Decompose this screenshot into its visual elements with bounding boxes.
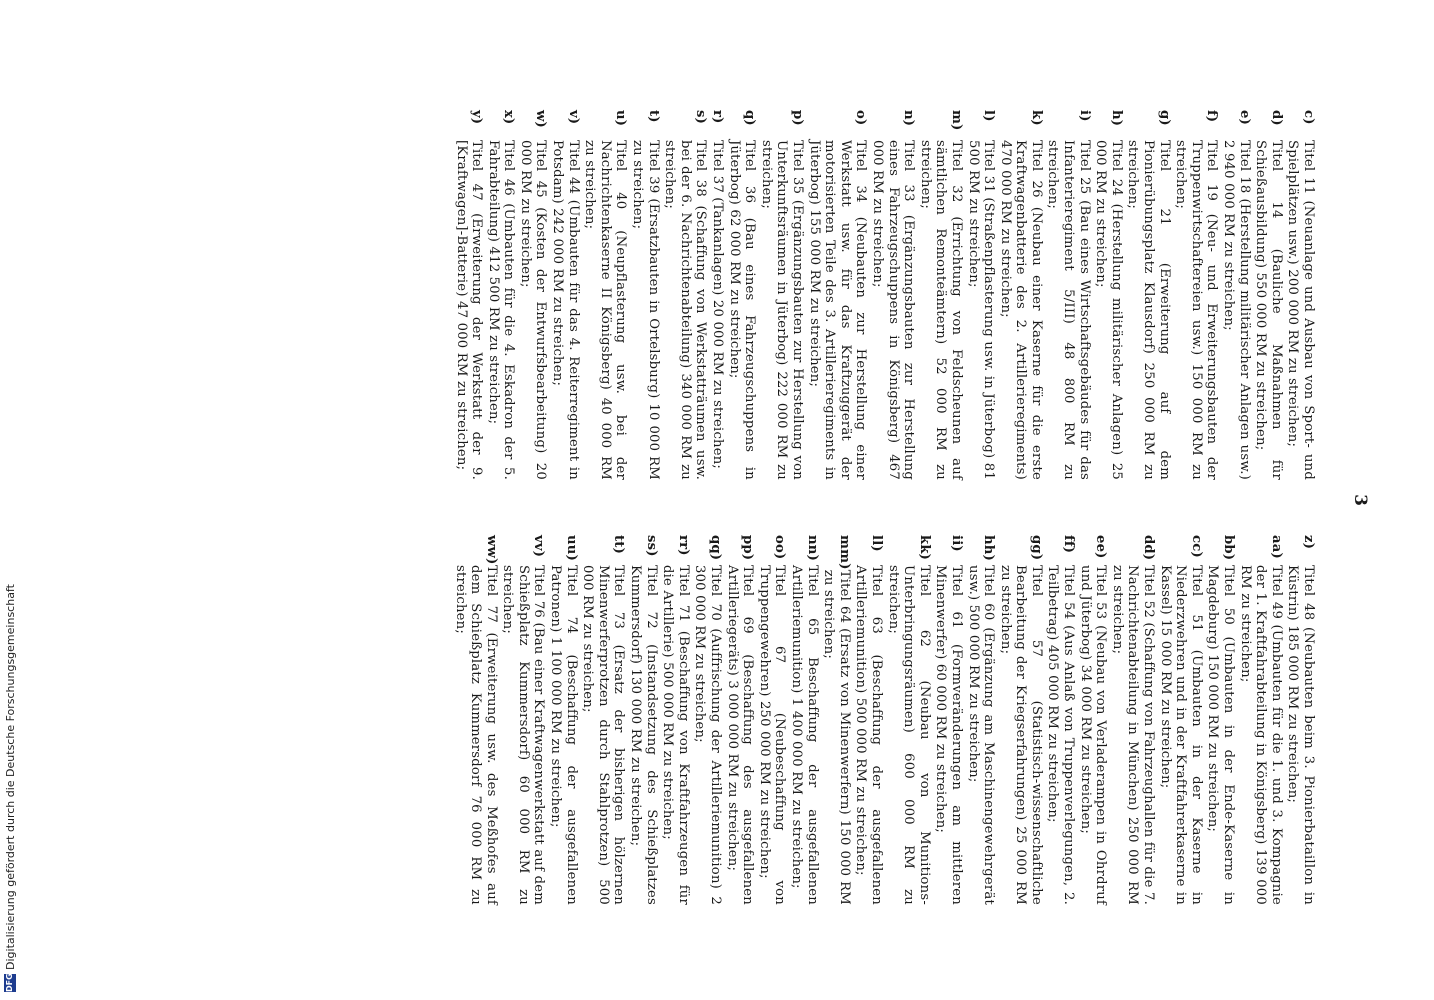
entry-text: Titel 47 (Erweiterung der Werkstatt der 9. [Kraftwagen]-Batterie) 47 000 RM zu streichen; — [453, 140, 485, 480]
entry-label: ss) — [643, 535, 659, 557]
entry-text: Titel 50 (Umbauten in der Ende-Kaserne in Magdeburg) 150 000 RM zu streichen; — [1205, 565, 1237, 905]
budget-entry — [788, 535, 819, 905]
budget-entry — [1285, 535, 1316, 905]
budget-entry — [1077, 535, 1108, 905]
budget-entry — [933, 535, 964, 905]
budget-entry — [629, 110, 660, 480]
budget-entry — [756, 535, 787, 905]
entry-text: Titel 67 (Neubeschaffung von Truppengewehren) 250 000 RM zu streichen; — [756, 565, 788, 905]
entry-label: t) — [645, 110, 661, 123]
entry-text: Titel 40 (Neupflasterung usw. bei der Nachrichtenkaserne II Königsberg) 40 000 RM zu streichen; — [582, 140, 629, 480]
entry-text: Titel 57 (Statistisch-wissenschaftliche Bearbeitung der Kriegserfahrungen) 25 000 RM zu streichen; — [997, 565, 1044, 905]
entry-text: Titel 33 (Ergänzungsbauten zur Herstellung eines Fahrzeugschuppens in Königsberg) 467 000 RM zu streichen; — [869, 140, 917, 480]
budget-entry — [726, 110, 757, 480]
entry-text: Titel 64 (Ersatz von Minenwerfern) 150 000 RM zu streichen; — [821, 569, 852, 905]
budget-entry — [1220, 110, 1251, 480]
entry-label: cc) — [1188, 535, 1204, 558]
entry-text: Titel 31 (Straßenpflasterung usw. in Jüterbog) 81 500 RM zu streichen; — [965, 140, 997, 480]
entry-text: Titel 39 (Ersatzbauten in Ortelsburg) 10 000 RM zu streichen; — [630, 140, 661, 480]
budget-entry — [724, 535, 755, 905]
entry-text: Titel 62 (Neubau von Munitions-Unterbringungsräumen) 600 000 RM zu streichen; — [885, 565, 932, 905]
entry-label: z) — [1301, 535, 1316, 550]
dfg-logo: DFG — [5, 973, 14, 992]
entry-text: Titel 21 (Erweiterung auf dem Pionierübungsplatz Klausdorf) 250 000 RM zu streichen; — [1125, 140, 1172, 480]
entry-label: gg) — [1028, 535, 1044, 561]
entry-label: c) — [1301, 110, 1316, 125]
entry-text: Titel 54 (Aus Anlaß von Truppenverlegungen, 2. Teilbetrag) 405 000 RM zu streichen; — [1045, 565, 1077, 905]
digitization-credit — [0, 0, 20, 1000]
entry-label: l) — [981, 110, 997, 122]
budget-entry — [580, 535, 627, 905]
budget-entry — [965, 535, 996, 905]
entry-text: Titel 61 (Formveränderungen am mittleren Minenwerfer) 60 000 RM zu streichen; — [933, 565, 964, 905]
entry-text: Titel 73 (Ersatz der bisherigen hölzernen Minenwerferprotzen durch Stahlprotzen) 500 000 RM zu streichen; — [580, 565, 627, 905]
budget-entry — [548, 535, 579, 905]
budget-entry — [662, 110, 709, 480]
entry-text: Titel 25 (Bau eines Wirtschaftsgebäudes für das Infanterieregiment 5/III) 48 800 RM zu streichen; — [1045, 140, 1092, 480]
entry-text: Titel 53 (Neubau von Verladerampen in Ohrdruf und Jüterbog) 34 000 RM zu streichen; — [1077, 565, 1109, 905]
entry-text: Titel 37 (Tankanlagen) 20 000 RM zu streichen; — [710, 140, 726, 470]
entry-label: kk) — [916, 535, 932, 561]
entry-text: Titel 38 (Schaffung von Werkstatträumen usw. bei der 6. Nachrichtenabteilung) 340 000 RM zu streichen; — [662, 140, 709, 480]
budget-entry — [869, 110, 916, 480]
entry-label: r) — [710, 110, 726, 124]
entry-text: Titel 63 (Beschaffung der ausgefallenen Artilleriemunition) 500 000 RM zu streichen; — [853, 565, 884, 905]
budget-entry — [853, 535, 884, 905]
credit-text: Digitalisierung gefördert durch die Deutsche Forschungsgemeinschaft — [3, 584, 17, 970]
budget-entry — [550, 110, 581, 480]
entry-text: Titel 70 (Auffrischung der Artilleriemunition) 2 300 000 RM zu streichen; — [692, 565, 724, 905]
budget-entry — [965, 110, 996, 480]
budget-entry — [517, 110, 548, 480]
entry-text: Titel 24 (Herstellung militärischer Anlagen) 25 000 RM zu streichen; — [1093, 140, 1124, 480]
entry-text: Titel 60 (Ergänzung am Maschinengewehrgerät usw.) 500 000 RM zu streichen; — [965, 565, 997, 905]
entry-text: Titel 19 (Neu- und Erweiterungsbauten der Truppenwirtschaftereien usw.) 150 000 RM zu streichen; — [1173, 140, 1220, 480]
entry-label: oo) — [772, 535, 788, 560]
entry-text: Titel 71 (Beschaffung von Kraftfahrzeugen für die Artillerie) 500 000 RM zu streichen; — [660, 565, 691, 905]
budget-entry — [806, 110, 868, 480]
entry-label: s) — [693, 110, 709, 125]
entry-label: x) — [501, 110, 517, 125]
budget-entry — [1173, 110, 1220, 480]
budget-entry — [1237, 535, 1284, 905]
budget-entry — [485, 110, 516, 480]
left-column — [452, 110, 1316, 480]
entry-label: i) — [1076, 110, 1092, 122]
entry-label: q) — [742, 110, 758, 126]
entry-text: Titel 11 (Neuanlage und Ausbau von Sport- und Spielplätzen usw.) 200 000 RM zu streichen; — [1285, 140, 1316, 480]
entry-text: Titel 18 (Herstellung militärischer Anlagen usw.) 2 940 000 RM zu streichen; — [1221, 140, 1252, 480]
entry-label: nn) — [804, 535, 820, 562]
budget-entry — [709, 110, 725, 480]
entry-label: tt) — [611, 535, 627, 555]
entry-text: Titel 76 (Bau einer Kraftwagenwerkstatt auf dem Schießplatz Kummersdorf) 60 000 RM zu streichen; — [500, 565, 547, 905]
budget-entry — [453, 110, 484, 480]
entry-label: k) — [1028, 110, 1044, 126]
right-column — [451, 535, 1316, 905]
budget-entry — [1253, 110, 1284, 480]
entry-label: o) — [853, 110, 869, 126]
entry-label: ee) — [1093, 535, 1109, 559]
entry-label: vv) — [531, 535, 547, 558]
budget-entry — [758, 110, 805, 480]
entry-text: Titel 35 (Ergänzungsbauten zur Herstellung von Unterkunftsräumen in Jüterbog) 222 000 RM zu streichen; — [758, 140, 805, 480]
entry-label: ii) — [948, 535, 964, 552]
entry-label: f) — [1204, 110, 1220, 123]
entry-label: qq) — [708, 535, 724, 561]
budget-entry — [1205, 535, 1236, 905]
budget-entry — [1285, 110, 1316, 480]
entry-label: rr) — [675, 535, 691, 556]
budget-entry — [997, 535, 1044, 905]
entry-text: Titel 48 (Neubauten beim 3. Pionierbataillon in Küstrin) 185 000 RM zu streichen; — [1285, 565, 1316, 905]
budget-entry — [1109, 535, 1156, 905]
page-number: 3 — [1350, 494, 1370, 506]
budget-entry — [821, 535, 852, 905]
budget-entry — [582, 110, 629, 480]
entry-text: Titel 72 (Instandsetzung des Schießplatzes Kummersdorf) 130 000 RM zu streichen; — [628, 565, 659, 905]
entry-text: Titel 74 (Beschaffung der ausgefallenen Patronen) 1 100 000 RM zu streichen; — [548, 565, 579, 905]
entry-label: bb) — [1221, 535, 1237, 561]
budget-entry — [452, 535, 499, 905]
entry-text: Titel 65 Beschaffung der ausgefallenen Artilleriemunition) 1 400 000 RM zu streichen; — [789, 565, 820, 905]
entry-text: Titel 77 (Erweiterung usw. des Meßhofes auf dem Schießplatz Kummersdorf 76 000 RM zu streichen; — [452, 565, 499, 905]
entry-label: mm) — [836, 535, 852, 570]
budget-entry — [1157, 535, 1204, 905]
budget-entry — [1045, 535, 1076, 905]
budget-entry — [627, 535, 658, 905]
entry-label: ff) — [1061, 535, 1077, 554]
entry-label: w) — [533, 110, 549, 128]
entry-text: Titel 32 (Errichtung von Feldscheunen auf sämtlichen Remonteämtern) 52 000 RM zu streichen; — [917, 140, 964, 480]
entry-label: ll) — [868, 535, 884, 552]
entry-text: Titel 52 (Schaffung von Fahrzeughallen für die 7. Nachrichtenabteilung in München) 250 000 RM zu streichen; — [1109, 565, 1157, 905]
entry-label: e) — [1236, 110, 1252, 126]
entry-text: Titel 69 (Beschaffung des ausgefallenen Artilleriegeräts) 3 000 000 RM zu streichen; — [724, 565, 756, 905]
entry-label: p) — [790, 110, 805, 126]
entry-label: v) — [565, 110, 581, 125]
entry-label: hh) — [981, 535, 997, 562]
budget-entry — [1045, 110, 1092, 480]
budget-entry — [1093, 110, 1124, 480]
entry-label: uu) — [563, 535, 579, 562]
budget-entry — [917, 110, 964, 480]
entry-text: Titel 34 (Neubauten zur Herstellung einer Werkstatt usw. für das Kraftzuggerät der motorisierten Teile des 3. Artillerieregiments in Jüterbog) 155 000 RM zu streichen; — [806, 140, 869, 480]
entry-text: Titel 36 (Bau eines Fahrzeugschuppens in Jüterbog) 62 000 RM zu streichen; — [726, 140, 758, 480]
budget-entry — [1125, 110, 1172, 480]
entry-label: d) — [1268, 110, 1284, 126]
entry-label: dd) — [1141, 535, 1157, 561]
entry-label: h) — [1108, 110, 1124, 127]
entry-text: Titel 45 (Kosten der Entwurfsbearbeitung) 20 000 RM zu streichen; — [517, 140, 549, 480]
budget-entry — [997, 110, 1044, 480]
entry-text: Titel 26 (Neubau einer Kaserne für die erste Kraftwagenbatterie des 2. Artillerieregiments) 470 000 RM zu streichen; — [997, 140, 1044, 480]
entry-label: g) — [1156, 110, 1172, 126]
entry-text: Titel 44 (Umbauten für das 4. Reiterregiment in Potsdam) 242 000 RM zu streichen; — [550, 140, 581, 480]
entry-label: n) — [901, 110, 917, 127]
entry-text: Titel 46 (Umbauten für die 4. Eskadron der 5. Fahrabteilung) 412 500 RM zu streichen; — [485, 140, 517, 480]
entry-text: Titel 14 (Bauliche Maßnahmen für Schießausbildung) 550 000 RM zu streichen; — [1253, 140, 1284, 480]
entry-text: Titel 49 (Umbauten für die 1. und 3. Kompagnie der 1. Kraftfahrabteilung in Königsberg) 139 000 RM zu streichen; — [1237, 565, 1284, 905]
entry-label: y) — [469, 110, 485, 125]
budget-entry — [692, 535, 723, 905]
budget-entry — [500, 535, 547, 905]
entry-label: aa) — [1268, 535, 1284, 559]
entry-label: u) — [613, 110, 629, 127]
budget-entry — [885, 535, 932, 905]
entry-text: Titel 51 (Umbauten in der Kaserne in Niederzwehren und in der Kraftfahrerkaserne in Kassel) 15 000 RM zu streichen; — [1157, 565, 1204, 905]
entry-label: m) — [948, 110, 964, 131]
budget-entry — [660, 535, 691, 905]
entry-label: ww) — [483, 535, 499, 565]
entry-label: pp) — [740, 535, 756, 561]
